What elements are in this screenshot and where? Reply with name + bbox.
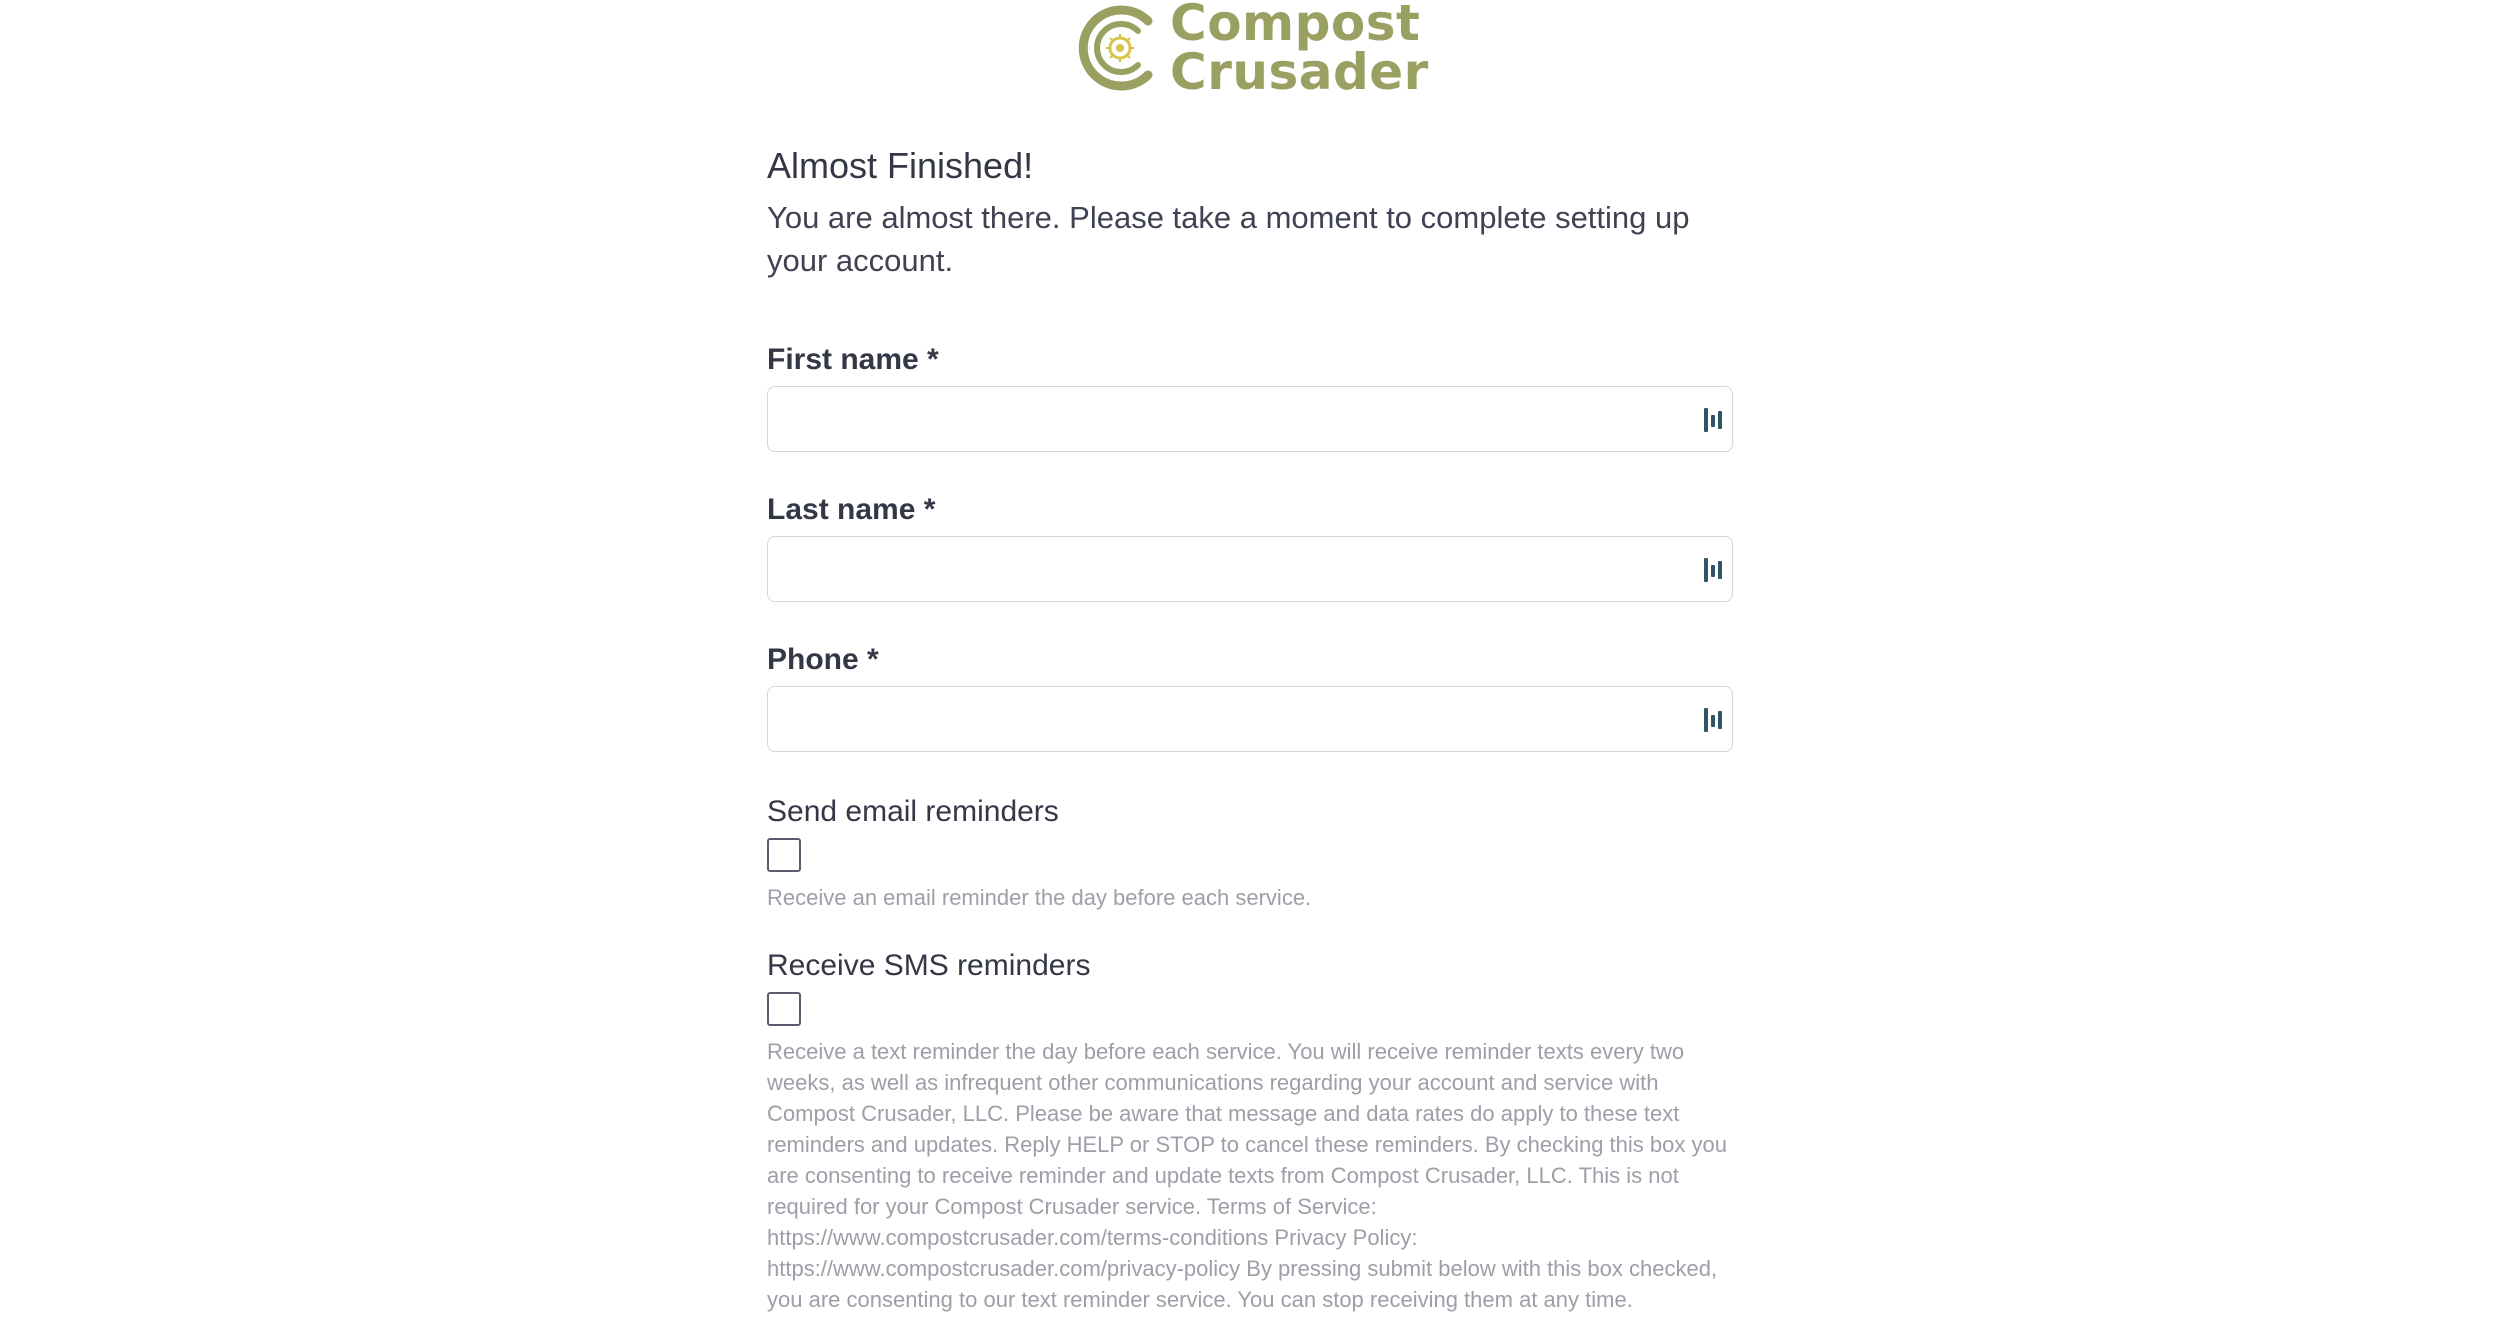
page-title: Almost Finished! — [767, 145, 1034, 186]
last-name-label: Last name * — [767, 493, 936, 526]
email-reminders-help: Receive an email reminder the day before each service. — [767, 885, 1312, 910]
phone-input-wrapper — [767, 686, 1733, 752]
logo-wordmark — [1170, 0, 1429, 101]
sms-reminders-group — [767, 946, 1735, 1315]
logo-line-2: Crusader — [1170, 43, 1429, 101]
last-name-input[interactable] — [768, 537, 1708, 599]
last-name-field-group — [767, 490, 1735, 602]
page-subtitle: You are almost there. Please take a moment to complete setting up your account. — [767, 200, 1690, 278]
first-name-input[interactable] — [768, 387, 1708, 449]
sms-reminders-title: Receive SMS reminders — [767, 949, 1091, 982]
first-name-label: First name * — [767, 343, 939, 376]
first-name-field-group — [767, 340, 1735, 452]
password-manager-icon[interactable] — [1702, 556, 1726, 584]
password-manager-icon[interactable] — [1702, 706, 1726, 734]
email-reminders-group — [767, 792, 1735, 913]
last-name-input-wrapper — [767, 536, 1733, 602]
phone-field-group — [767, 640, 1735, 752]
phone-label: Phone * — [767, 643, 879, 676]
phone-input[interactable] — [768, 687, 1708, 749]
email-reminders-checkbox[interactable] — [767, 838, 801, 872]
password-manager-icon[interactable] — [1702, 406, 1726, 434]
sms-reminders-checkbox[interactable] — [767, 992, 801, 1026]
first-name-input-wrapper — [767, 386, 1733, 452]
logo-line-1: Compost — [1170, 0, 1421, 52]
sms-reminders-help: Receive a text reminder the day before each service. You will receive reminder texts every two weeks, as well as infrequent other communications regarding your account and service with Compost Crusader, LLC. Please be aware that message and data rates do apply to these text reminders and updates. Reply HELP or STOP to cancel these reminders. By checking this box you are consenting to receive reminder and update texts from Compost Crusader, LLC. This is not required for your Compost Crusader service. Terms of Service: https://www.compostcrusader.com/terms-conditions Privacy Policy: https://www.compostcrusader.com/privacy-policy By pressing submit below with this box checked, you are consenting to our text reminder service. You can stop receiving them at any time. — [767, 1039, 1727, 1312]
compost-crusader-logo-icon — [1078, 3, 1160, 93]
compost-crusader-logo — [1078, 0, 1429, 101]
email-reminders-title: Send email reminders — [767, 795, 1059, 828]
account-setup-form — [767, 140, 1735, 1312]
